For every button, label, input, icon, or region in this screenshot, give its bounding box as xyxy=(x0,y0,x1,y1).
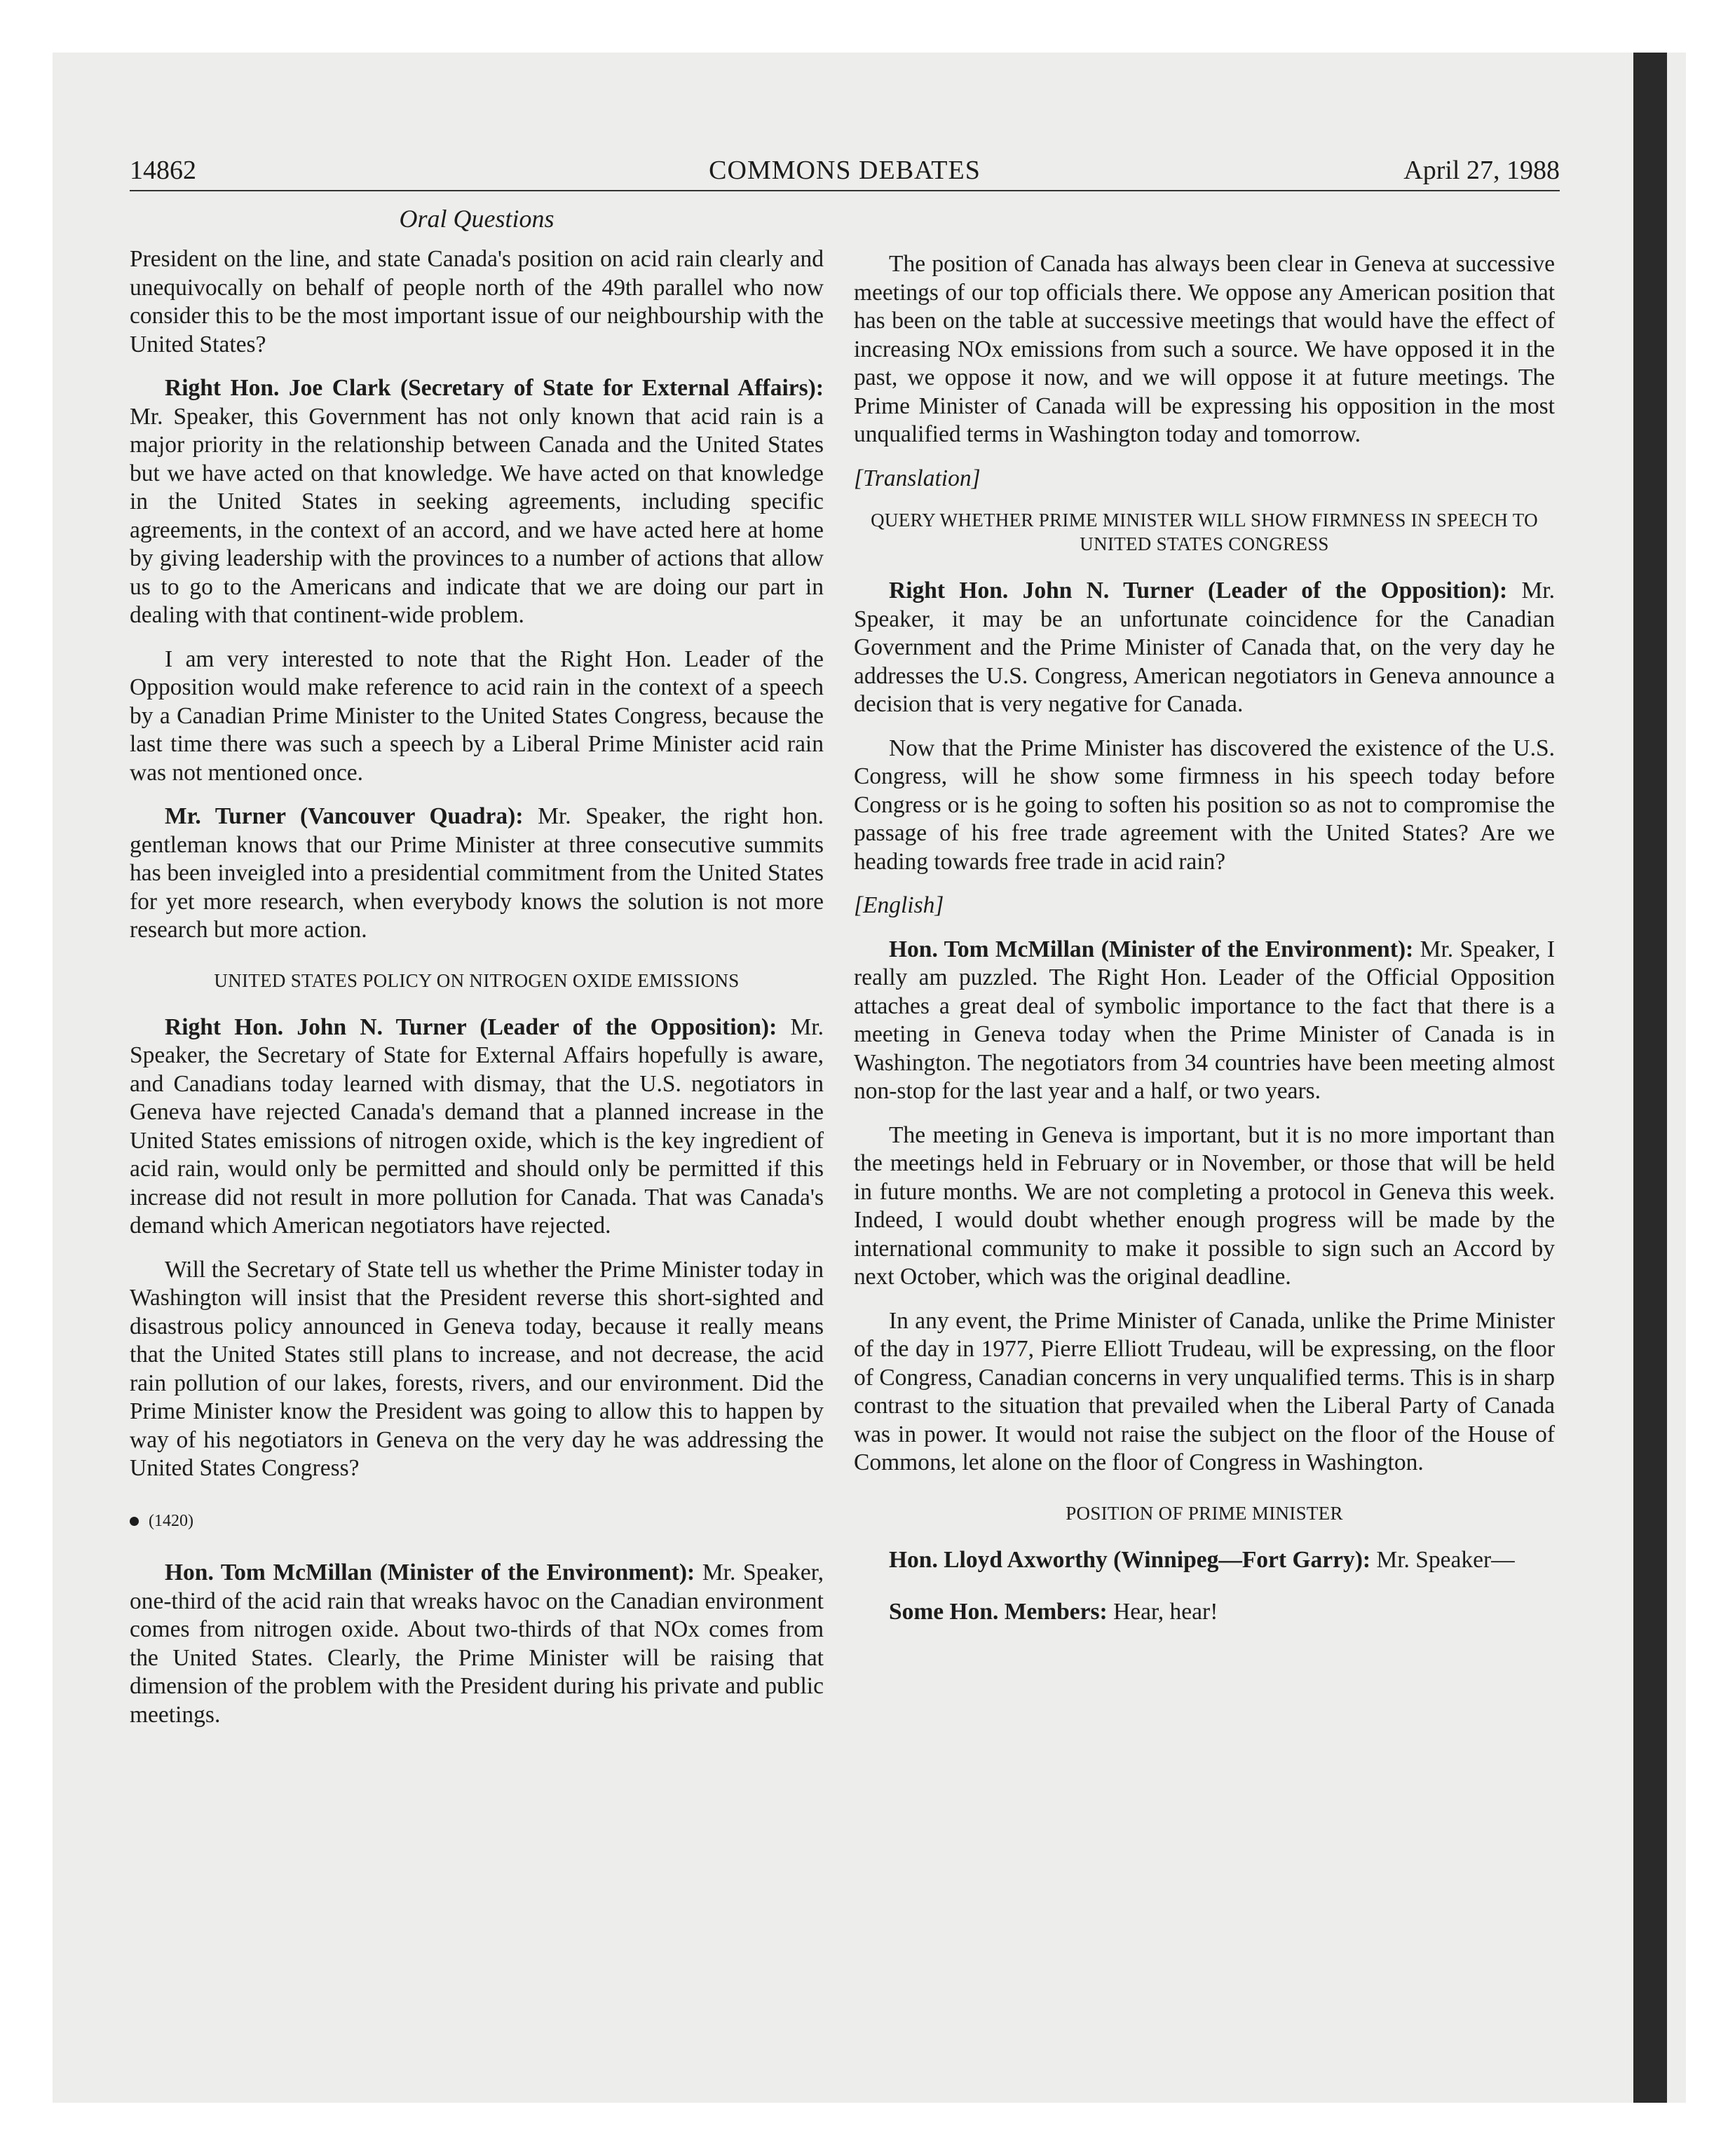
speech xyxy=(854,1598,1555,1627)
publication-title: COMMONS DEBATES xyxy=(709,156,981,185)
language-tag: [English] xyxy=(854,892,944,918)
speaker: Mr. Turner (Vancouver Quadra): xyxy=(165,803,524,829)
speaker: Right Hon. John N. Turner (Leader of the Opposition): xyxy=(165,1014,777,1040)
speech-text: Mr. Speaker, the right hon. gentleman knows that our Prime Minister at three consecutive summits has been inveigled into a presidential commitment from the United States for yet more research, when everybody knows the solution is not more research but more action. xyxy=(130,803,824,943)
paragraph: Now that the Prime Minister has discovered the existence of the U.S. Congress, will he show some firmness in his speech today before Congress or is he going to soften his position so as not to compromise the passage of his free trade agreement with the United States? Are we heading towards free trade in acid rain? xyxy=(854,735,1555,875)
paragraph: President on the line, and state Canada's position on acid rain clearly and unequivocally on behalf of people north of the 49th parallel who now consider this to be the most important issue of our neighbourship with the United States? xyxy=(130,246,824,357)
speaker: Hon. Tom McMillan (Minister of the Environment): xyxy=(165,1560,695,1585)
paragraph: The position of Canada has always been clear in Geneva at successive meetings of our top officials there. We oppose any American position that has been on the table at successive meetings that would have the effect of increasing NOx emissions from such a source. We have opposed it in the past, we oppose it now, and we will oppose it at future meetings. The Prime Minister of Canada will be expressing his opposition in the most unqualified terms in Washington today and tomorrow. xyxy=(854,251,1555,447)
time-text: (1420) xyxy=(149,1511,193,1530)
speech-text: Mr. Speaker, this Government has not only known that acid rain is a major priority in the relationship between Canada and the United States but we have acted on that knowledge. We have acted on that knowledge in the United States in seeking agreements, including specific agreements, in the context of an accord, and we have acted here at home by giving leadership with the provinces to a number of actions that allow us to go to the Americans and indicate that we are doing our part in dealing with that continent-wide problem. xyxy=(130,403,824,628)
speech-text: Mr. Speaker, the Secretary of State for External Affairs hopefully is aware, and Canadians today learned with dismay, that the U.S. negotiators in Geneva have rejected Canada's demand that a planned increase in the United States emissions of nitrogen oxide, which is the key ingredient of acid rain, would only be permitted and should only be permitted if this increase did not result in more pollution for Canada. That was Canada's demand which American negotiators have rejected. xyxy=(130,1014,824,1239)
speaker: Some Hon. Members: xyxy=(889,1599,1108,1625)
speech xyxy=(854,1546,1555,1575)
right-column xyxy=(854,250,1555,1642)
speech xyxy=(854,577,1555,719)
page-header xyxy=(130,151,1560,191)
speaker: Hon. Lloyd Axworthy (Winnipeg—Fort Garry): xyxy=(889,1546,1371,1573)
speech-text: Mr. Speaker, it may be an unfortunate coincidence for the Canadian Government and the Prime Minister of Canada that, on the very day he addresses the U.S. Congress, American negotiators in Geneva announce a decision that is very negative for Canada. xyxy=(854,578,1555,717)
paragraph: I am very interested to note that the Right Hon. Leader of the Opposition would make reference to acid rain in the context of a speech by a Canadian Prime Minister to the United States Congress, because the last time there was such a speech by a Liberal Prime Minister acid rain was not mentioned once. xyxy=(130,646,824,786)
paragraph: The meeting in Geneva is important, but it is no more important than the meetings held in February or in November, or those that will be held in future months. We are not completing a protocol in Geneva this week. Indeed, I would doubt whether enough progress will be made by the international community to make it possible to sign such an Accord by next October, which was the original deadline. xyxy=(854,1121,1555,1290)
speaker: Hon. Tom McMillan (Minister of the Environment): xyxy=(889,936,1414,962)
speech xyxy=(130,1014,824,1241)
speaker: Right Hon. Joe Clark (Secretary of State for External Affairs): xyxy=(165,375,824,401)
speech-text: Mr. Speaker— xyxy=(1370,1546,1515,1573)
speaker: Right Hon. John N. Turner (Leader of the Opposition): xyxy=(889,578,1508,603)
speech xyxy=(854,936,1555,1106)
language-tag: [Translation] xyxy=(854,465,981,491)
subject-heading: UNITED STATES POLICY ON NITROGEN OXIDE EMISSIONS xyxy=(214,969,740,991)
section-label: Oral Questions xyxy=(399,205,554,233)
speech xyxy=(130,1559,824,1729)
speech xyxy=(130,374,824,630)
bullet-icon xyxy=(130,1517,139,1526)
speech-text: Mr. Speaker, I really am puzzled. The Right Hon. Leader of the Official Opposition attaches a great deal of symbolic importance to the fact that there is a meeting in Geneva today when the Prime Minister of Canada is in Washington. The negotiators from 34 countries have been meeting almost non-stop for the last year and a half, or two years. xyxy=(854,936,1555,1104)
page-number: 14862 xyxy=(130,156,196,185)
speech-text: Hear, hear! xyxy=(1107,1599,1218,1625)
publication-date: April 27, 1988 xyxy=(1403,156,1560,185)
paragraph: In any event, the Prime Minister of Canada, unlike the Prime Minister of the day in 1977, Pierre Elliott Trudeau, will be expressing, on the floor of Congress, Canadian concerns in very unqualified terms. This is in sharp contrast to the situation that prevailed when the Liberal Party of Canada was in power. It would not raise the subject on the floor of the House of Commons, let alone on the floor of Congress in Washington. xyxy=(854,1307,1555,1475)
time-marker xyxy=(130,1507,824,1536)
subject-heading: POSITION OF PRIME MINISTER xyxy=(1066,1502,1343,1524)
left-column xyxy=(130,245,824,1745)
subject-heading: QUERY WHETHER PRIME MINISTER WILL SHOW FIRMNESS IN SPEECH TO UNITED STATES CONGRESS xyxy=(871,510,1538,554)
binding-edge xyxy=(1633,53,1667,2103)
speech-text: Mr. Speaker, one-third of the acid rain that wreaks havoc on the Canadian environment comes from nitrogen oxide. About two-thirds of that NOx comes from the United States. Clearly, the Prime Minister will be raising that dimension of the problem with the President during his private and public meetings. xyxy=(130,1560,824,1728)
paragraph: Will the Secretary of State tell us whether the Prime Minister today in Washington will insist that the President reverse this short-sighted and disastrous policy announced in Geneva today, because it really means that the United States still plans to increase, and not decrease, the acid rain pollution of our lakes, forests, rivers, and our environment. Did the Prime Minister know the President was going to allow this to happen by way of his negotiators in Geneva on the very day he was addressing the United States Congress? xyxy=(130,1256,824,1481)
speech xyxy=(130,803,824,945)
